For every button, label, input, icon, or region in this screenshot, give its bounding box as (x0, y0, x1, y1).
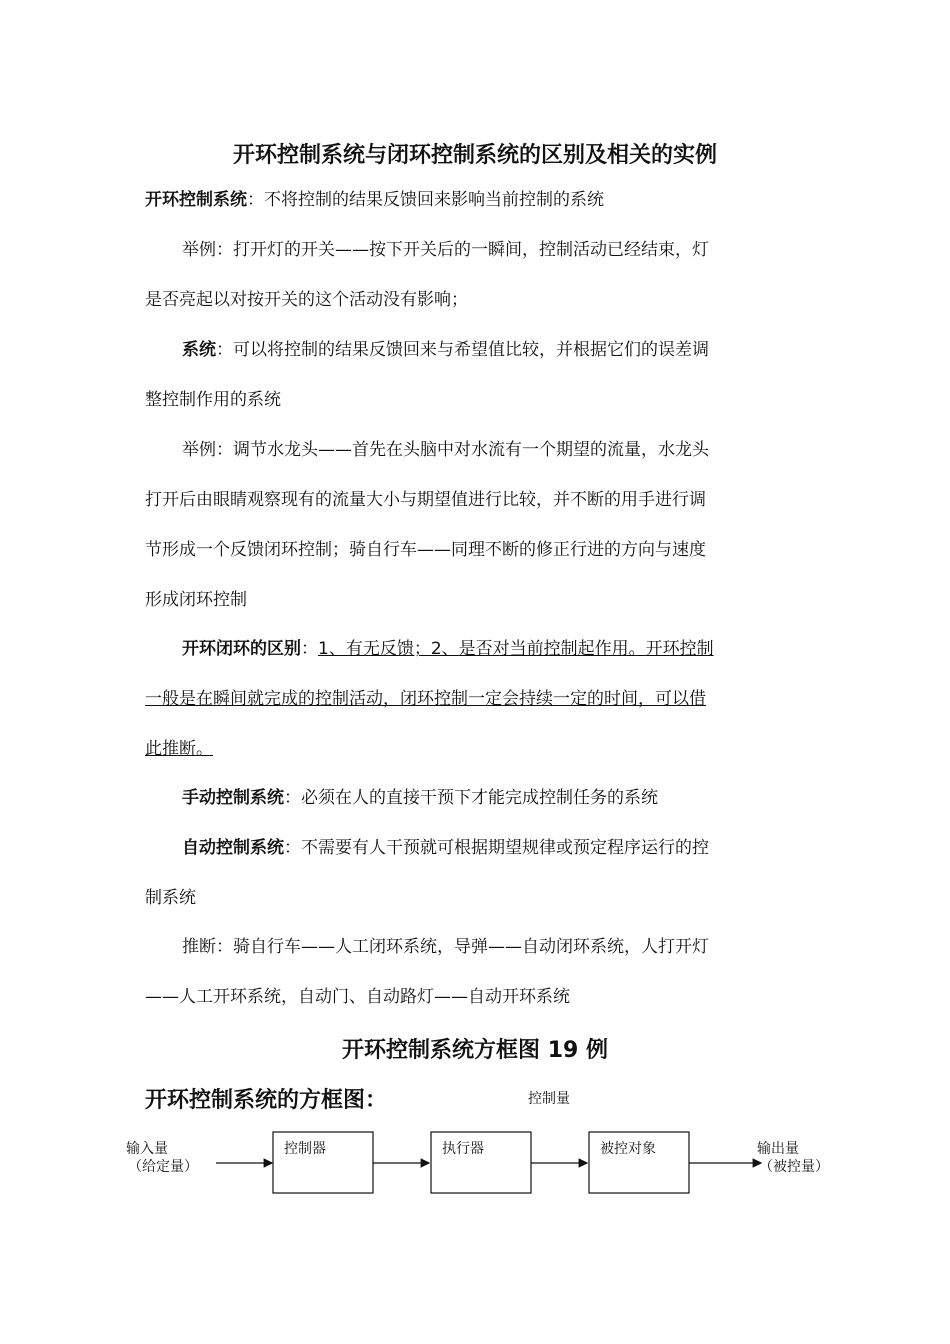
diagram-heading: 开环控制系统的方框图： (145, 1088, 388, 1113)
example-faucet-line4: 形成闭环控制 (145, 590, 247, 610)
control-quantity-label: 控制量 (528, 1091, 570, 1107)
paragraph-open-loop-definition (145, 188, 805, 212)
output-sub-label: （被控量） (759, 1159, 829, 1175)
output-label: 输出量 (757, 1141, 799, 1157)
separator: ： (301, 639, 318, 659)
separator: ： (284, 788, 301, 808)
input-label: 输入量 (126, 1141, 168, 1157)
difference-line3 (145, 737, 805, 761)
separator: ： (247, 190, 264, 210)
separator: ： (284, 838, 301, 858)
actuator-label: 执行器 (442, 1141, 484, 1157)
definition-text: 不需要有人干预就可根据期望规律或预定程序运行的控 (301, 838, 709, 858)
term-automatic-control: 自动控制系统 (182, 838, 284, 858)
example-faucet-line2: 打开后由眼睛观察现有的流量大小与期望值进行比较，并不断的用手进行调 (145, 490, 706, 510)
paragraph-difference (182, 637, 842, 661)
difference-text: 1、有无反馈；2、是否对当前控制起作用。开环控制 (318, 639, 714, 659)
example-faucet-line1: 举例：调节水龙头——首先在头脑中对水流有一个期望的流量，水龙头 (182, 440, 709, 460)
term-system: 系统 (182, 340, 216, 360)
term-difference: 开环闭环的区别 (182, 639, 301, 659)
document-title: 开环控制系统与闭环控制系统的区别及相关的实例 (232, 143, 717, 168)
input-sub-label: （给定量） (128, 1159, 198, 1175)
term-open-loop: 开环控制系统 (145, 190, 247, 210)
inference-line2: ——人工开环系统，自动门、自动路灯——自动开环系统 (145, 987, 570, 1007)
controller-label: 控制器 (284, 1141, 326, 1157)
paragraph-closed-loop-definition (182, 338, 842, 362)
difference-line2 (145, 687, 805, 711)
section-title: 开环控制系统方框图 19 例 (342, 1038, 608, 1063)
example-light-line2: 是否亮起以对按开关的这个活动没有影响； (145, 290, 468, 310)
difference-text: 此推断。 (145, 739, 213, 759)
closed-loop-definition-line2: 整控制作用的系统 (145, 390, 281, 410)
plant-label: 被控对象 (600, 1141, 656, 1157)
definition-text: 必须在人的直接干预下才能完成控制任务的系统 (301, 788, 658, 808)
separator: ： (216, 340, 233, 360)
inference-line1: 推断：骑自行车——人工闭环系统，导弹——自动闭环系统，人打开灯 (182, 937, 709, 957)
term-manual-control: 手动控制系统 (182, 788, 284, 808)
automatic-control-line2: 制系统 (145, 888, 196, 908)
definition-text: 可以将控制的结果反馈回来与希望值比较，并根据它们的误差调 (233, 340, 709, 360)
difference-text: 一般是在瞬间就完成的控制活动，闭环控制一定会持续一定的时间，可以借 (145, 689, 706, 709)
example-light-line1: 举例：打开灯的开关——按下开关后的一瞬间，控制活动已经结束，灯 (182, 240, 709, 260)
paragraph-manual-control (182, 786, 842, 810)
definition-text: 不将控制的结果反馈回来影响当前控制的系统 (264, 190, 604, 210)
example-faucet-line3: 节形成一个反馈闭环控制；骑自行车——同理不断的修正行进的方向与速度 (145, 540, 706, 560)
paragraph-automatic-control (182, 836, 842, 860)
